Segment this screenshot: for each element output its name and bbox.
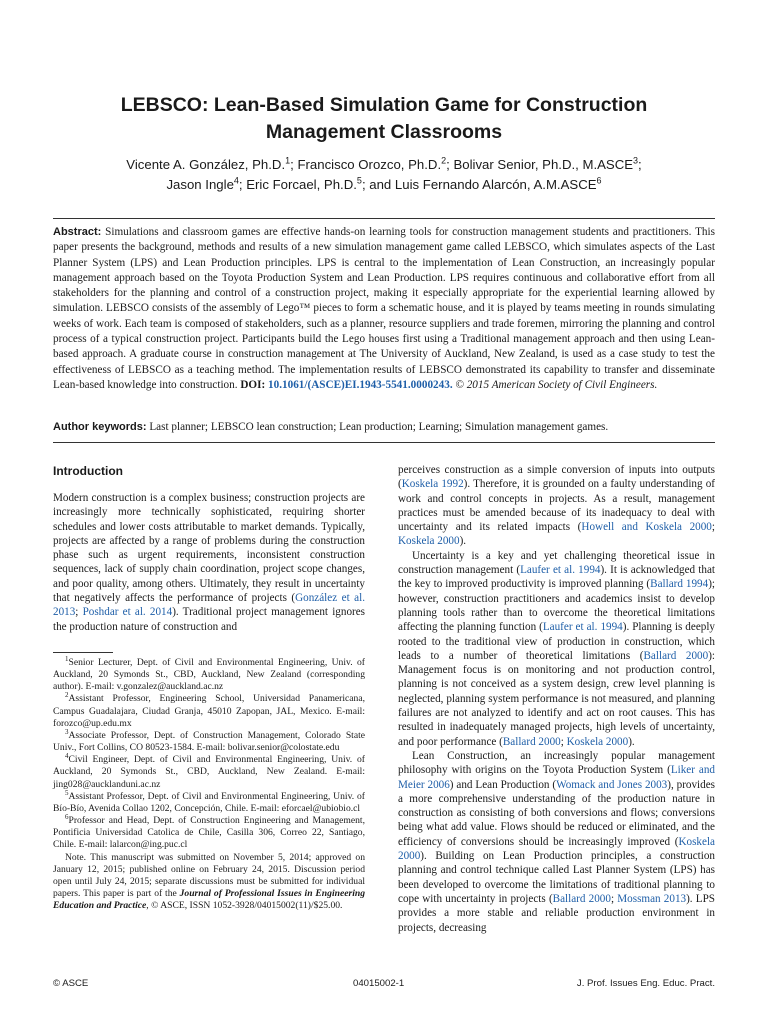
citation-link[interactable]: Koskela 2000 (398, 535, 460, 548)
body-text: ; (610, 892, 618, 905)
journal-name: Journal of Professional Issues in Engineering Education and Practice (53, 887, 365, 912)
author-ingle: Jason Ingle (166, 177, 234, 192)
intro-paragraph-2 (398, 549, 715, 749)
footnote-1 (53, 654, 365, 693)
body-text: ; (560, 735, 567, 748)
intro-paragraph-1-cont (398, 463, 715, 549)
note-text: Note. This manuscript was submitted on November 5, 2014; approved on January 12, 2015; published online on February 24, 2015. Discussion period open until July 24, 2015; separate discussions must be submitted for individual papers. This paper is part of the (53, 851, 365, 899)
keywords-label: Author keywords: (53, 421, 147, 433)
citation-link[interactable]: Poshdar et al. 2014 (82, 606, 173, 619)
footer-article-number: 04015002-1 (353, 978, 405, 989)
abstract (53, 225, 715, 393)
author-marker: 4 (233, 175, 239, 186)
body-text: perceives construction as a simple conversion of inputs into outputs ( (398, 464, 715, 491)
body-text: Lean Construction, an increasingly popular management philosophy with origins on the Toyota Production System ( (398, 749, 715, 777)
abstract-copyright: © 2015 American Society of Civil Engineers. (452, 378, 658, 391)
citation-link[interactable]: Koskela 1992 (401, 478, 464, 491)
citation-link[interactable]: Mossman 2013 (617, 892, 687, 905)
citation-link[interactable]: Ballard 2000 (552, 892, 611, 905)
citation-link[interactable]: Ballard 2000 (643, 649, 709, 662)
abstract-top-rule (53, 218, 715, 219)
body-text: ). It is acknowledged that the key to improved productivity is improved planning ( (398, 564, 715, 591)
body-text: ). Building on Lean Production principles, a construction planning and control technique called Last Planner System (LPS) has been developed to overcome the limitations of traditional planning to cope with uncertainty in projects ( (398, 850, 715, 905)
citation-link[interactable]: Laufer et al. 1994 (520, 564, 601, 577)
doi-label: DOI: (240, 378, 266, 391)
footnote-rule (53, 652, 113, 653)
title-line-1: LEBSCO: Lean-Based Simulation Game for Construction (120, 94, 648, 116)
body-text: ). Planning is deeply rooted to the traditional view of production in construction, which leads to a number of theoretical limitations ( (398, 621, 715, 662)
title-line-2: Management Classrooms (265, 121, 503, 143)
author-list (40, 155, 728, 195)
keywords-bottom-rule (53, 442, 715, 443)
footnote-text: Assistant Professor, Dept. of Civil and Environmental Engineering, Univ. of Bío-Bío, Avenida Collao 1202, Concepción, Chile. E-mail: eforcael@ubiobio.cl (53, 790, 365, 814)
note-text: , © ASCE, ISSN 1052-3928/04015002(11)/$25.00. (146, 900, 343, 912)
citation-link[interactable]: Ballard 2000 (502, 735, 561, 748)
right-column (398, 463, 715, 935)
body-text: ). Therefore, it is grounded on a faulty understanding of work and control concepts in projects. As a result, management practices must be amended because of its inadequacy to deal with uncertainty and its related impacts ( (398, 478, 715, 534)
footnote-3 (53, 727, 365, 754)
doi-link[interactable]: 10.1061/(ASCE)EI.1943-5541.0000243. (268, 378, 453, 391)
author-marker: 5 (356, 175, 362, 186)
footnote-marker: 3 (65, 727, 69, 736)
intro-paragraph-3 (398, 749, 715, 935)
citation-link[interactable]: Howell and Koskela 2000 (581, 521, 712, 534)
footer-copyright: © ASCE (53, 978, 89, 989)
citation-link[interactable]: Koskela 2000 (566, 735, 629, 748)
footnote-5 (53, 788, 365, 815)
author-marker: 3 (633, 155, 639, 166)
abstract-text: Simulations and classroom games are effective hands-on learning tools for construction management students and practitioners. This paper presents the background, methods and results of a new simulation management game called LEBSCO, which simulates aspects of the Last Planner System (LPS) and Lean Production principles. LPS is central to the implementation of Lean Construction, an increasingly popular management approach based on the Toyota Production System and Lean Production. LPS requires continuous and collaborative effort from all stakeholders for the planning and control of a construction project, making it especially appropriate for the experiential learning allowed by simulation. LEBSCO consists of the assembly of Lego™ pieces to form a schematic house, and it is played by teams meeting in rounds simulating weeks of work. Each team is composed of stakeholders, such as a planner, resource suppliers and trade foremen, mirroring the planning and control process of a typical construction project. Participants build the Lego houses first using a Traditional management approach and then using Lean-based approach. A graduate course in construction management at The University of Auckland, New Zealand, is used as a case study to test the effectiveness of LEBSCO as a teaching method. The implementation results of LEBSCO demonstrated its capability to transfer and disseminate Lean-based knowledge into construction. (53, 226, 715, 391)
intro-text: Modern construction is a complex business; construction projects are increasingly more technically sophisticated, requiring shorter schedules and lower costs attributable to market demands. Typically, projects are affected by a range of problems during the construction phase such as urgent requirements, inconsistent construction sequences, lack of supply chain coordination, project scope changes, and poor quality, among others. Ultimately, they result in uncertainty that negatively affects the performance of projects ( (53, 492, 365, 605)
author-forcael: ; Eric Forcael, Ph.D. (238, 177, 357, 192)
author-separator: ; (638, 157, 642, 172)
footnote-2 (53, 693, 365, 729)
body-text: ) and Lean Production ( (449, 778, 557, 791)
body-text: ). (459, 535, 467, 548)
left-column (53, 463, 365, 634)
footnote-4 (53, 754, 365, 790)
footnote-marker: 5 (65, 788, 69, 797)
citation-link[interactable]: Womack and Jones 2003 (556, 778, 668, 791)
footnotes (53, 654, 365, 912)
footnote-text: Professor and Head, Dept. of Construction Engineering and Management, Pontificia Universidad Catolica de Chile, Casilla 306, Correo 22, Santiago, Chile. E-mail: lalarcon@ing.puc.cl (53, 815, 365, 851)
footnote-marker: 1 (65, 654, 69, 663)
body-text: ), provides a more comprehensive understanding of the production nature in construction as consisting of both conversions and flows; conversions being what add value. Flows should be reduced or eliminated, and the efficiency of conversions should be increasingly improved ( (398, 778, 715, 848)
intro-text: ; (75, 606, 83, 619)
author-gonzalez: Vicente A. González, Ph.D. (126, 157, 286, 172)
footnote-text: Assistant Professor, Engineering School, Universidad Panamericana, Campus Guadalajara, Ciudad Granja, 45010 Zapopan, JAL, Mexico. E-mail: forozco@up.edu.mx (53, 693, 365, 729)
footnote-marker: 4 (65, 752, 69, 761)
author-alarcon: ; and Luis Fernando Alarcón, A.M.ASCE (361, 177, 597, 192)
footnote-text: Senior Lecturer, Dept. of Civil and Environmental Engineering, Univ. of Auckland, 20 Symonds St., CBD, Auckland, New Zealand (corresponding author). E-mail: v.gonzalez@auckland.ac.nz (53, 657, 365, 693)
author-marker: 2 (441, 155, 447, 166)
author-marker: 1 (285, 155, 291, 166)
author-senior: ; Bolivar Senior, Ph.D., M.ASCE (446, 157, 634, 172)
citation-link[interactable]: Laufer et al. 1994 (542, 621, 623, 634)
body-text: ): Management focus is on monitoring and not production control, planning is not conceived as a system design, crew level planning is neglected, planning system performance is not measured, and planning failures are not analyzed to identify and act on root causes. This has resulted in inadequately managed projects, high levels of uncertainty, and poor performance ( (398, 649, 715, 748)
body-text: Uncertainty is a key and yet challenging theoretical issue in construction management ( (398, 549, 715, 577)
footnote-text: Civil Engineer, Dept. of Civil and Environmental Engineering, Univ. of Auckland, 20 Symonds St., CBD, Auckland, New Zealand. E-mail: jing028@aucklanduni.ac.nz (53, 754, 365, 790)
intro-text: ). Traditional project management ignores the production nature of construction and (53, 606, 366, 633)
citation-link[interactable]: Ballard 1994 (650, 578, 709, 591)
body-text: ); however, construction practitioners and academics insist to develop planning tools rather than to overcome the theoretical limitations affecting the planning function ( (398, 578, 715, 634)
body-text: ; (711, 521, 715, 534)
footnote-6 (53, 812, 365, 851)
footer-journal: J. Prof. Issues Eng. Educ. Pract. (576, 978, 715, 989)
paper-title (40, 92, 728, 146)
introduction-heading: Introduction (53, 464, 123, 478)
footnote-marker: 2 (65, 691, 69, 700)
keywords-text: Last planner; LEBSCO lean construction; Lean production; Learning; Simulation management games. (146, 421, 609, 433)
body-text: ). (628, 735, 635, 748)
footnote-text: Associate Professor, Dept. of Construction Management, Colorado State Univ., Fort Collins, CO 80523-1584. E-mail: bolivar.senior@colostate.edu (53, 729, 365, 754)
abstract-label: Abstract: (53, 226, 102, 238)
intro-paragraph-1 (53, 491, 365, 634)
footnote-marker: 6 (65, 812, 69, 821)
author-keywords (53, 420, 715, 435)
author-orozco: ; Francisco Orozco, Ph.D. (290, 157, 442, 172)
manuscript-note (53, 852, 365, 913)
citation-link[interactable]: Liker and Meier 2006 (398, 764, 715, 791)
body-text: ). LPS provides a more stable and reliable production environment in projects, decreasing (398, 892, 715, 934)
citation-link[interactable]: Koskela 2000 (398, 835, 715, 863)
citation-link[interactable]: González et al. 2013 (53, 592, 365, 619)
author-marker: 6 (596, 175, 602, 186)
